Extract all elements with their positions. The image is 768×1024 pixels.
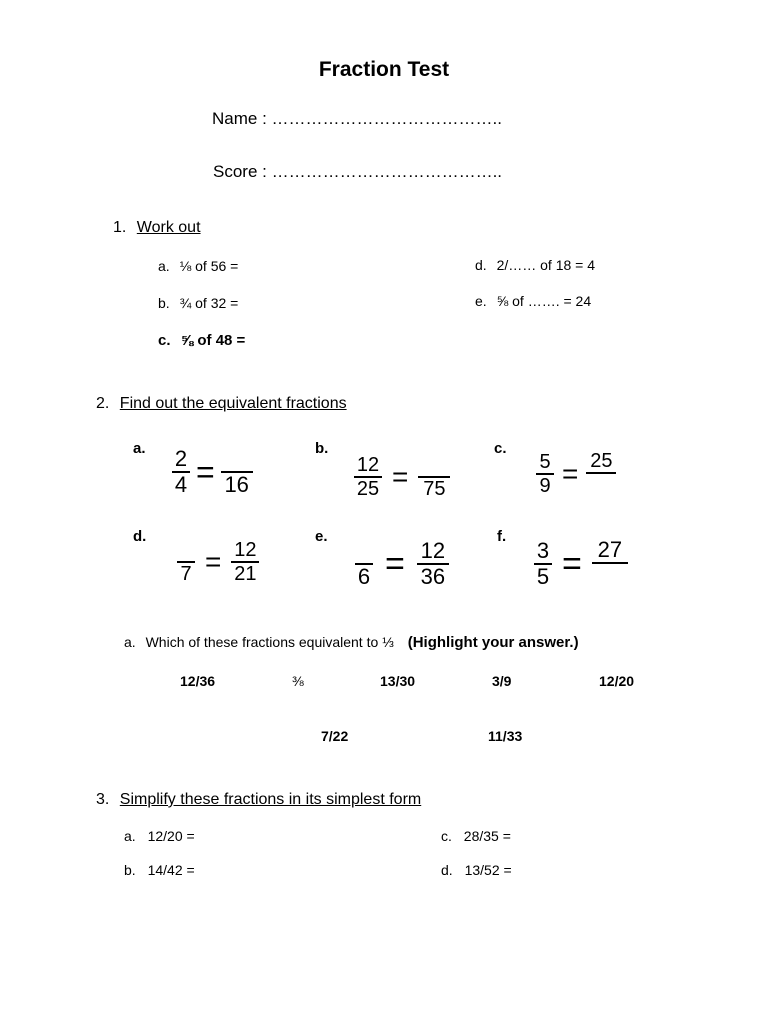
fraction-numerator-blank[interactable] [433, 455, 435, 476]
fraction-equation-d [177, 540, 259, 584]
item-label: b. [158, 295, 170, 311]
highlight-instruction: (Highlight your answer.) [407, 634, 579, 651]
question-title: Work out [136, 219, 201, 236]
equals-sign: = [196, 453, 215, 490]
item-text: ⅛ of 56 = [179, 258, 239, 274]
q3-item-a [124, 828, 195, 844]
equals-sign: = [385, 544, 405, 583]
item-text: ¾ of 32 = [179, 295, 239, 311]
question-title: Find out the equivalent fractions [119, 395, 347, 412]
answer-option[interactable]: 3/9 [492, 673, 512, 689]
item-text: 12/20 = [147, 828, 195, 844]
answer-option[interactable]: 11/33 [488, 728, 523, 744]
fraction-numerator: 12 [356, 454, 380, 476]
question-2-heading [96, 395, 347, 413]
fraction-numerator-blank[interactable] [236, 448, 238, 471]
item-text: 14/42 = [147, 862, 195, 878]
page-title: Fraction Test [318, 58, 450, 81]
q3-item-b [124, 862, 195, 878]
q1-item-c [158, 332, 245, 349]
fraction-equation-e [355, 540, 449, 588]
fraction-numerator: 2 [174, 446, 188, 471]
score-field[interactable]: Score : ………………………………….. [213, 162, 503, 181]
subquestion-text: Which of these fractions equivalent to ⅓ [145, 634, 394, 650]
question-title: Simplify these fractions in its simplest form [119, 791, 422, 808]
question-number: 2. [96, 395, 110, 412]
item-text: ⅝ of 48 = [180, 332, 246, 349]
q1-item-b [158, 295, 238, 311]
item-label: d. [441, 862, 453, 878]
fraction-label-b: b. [315, 440, 329, 457]
q1-item-e [475, 293, 591, 309]
fraction-numerator-blank[interactable] [363, 540, 365, 563]
item-label: a. [124, 634, 136, 650]
fraction-denominator: 16 [224, 472, 249, 497]
answer-option[interactable]: 12/36 [180, 673, 216, 689]
fraction-denominator: 6 [357, 564, 371, 589]
fraction-numerator: 3 [536, 538, 550, 563]
fraction-numerator: 5 [539, 451, 551, 473]
q3-item-d [441, 862, 512, 878]
equals-sign: = [205, 546, 222, 577]
fraction-label-a: a. [133, 440, 146, 457]
q2-subquestion [124, 634, 579, 651]
item-text: ⅝ of ……. = 24 [496, 293, 592, 309]
fraction-denominator: 9 [539, 475, 551, 497]
fraction-equation-a [172, 448, 253, 496]
fraction-denominator-blank[interactable] [609, 564, 611, 565]
answer-option[interactable]: 7/22 [321, 728, 349, 744]
equals-sign: = [392, 461, 409, 492]
fraction-denominator: 21 [234, 563, 257, 585]
fraction-numerator: 12 [234, 539, 257, 561]
question-1-heading [113, 219, 201, 237]
fraction-denominator: 25 [356, 478, 380, 500]
item-label: b. [124, 862, 136, 878]
q1-item-a [158, 258, 238, 274]
fraction-label-d: d. [133, 528, 147, 545]
equals-sign: = [562, 544, 582, 583]
answer-option[interactable]: ⅜ [292, 673, 304, 689]
item-text: 2/…… of 18 = 4 [496, 257, 596, 273]
fraction-equation-c [536, 452, 616, 496]
item-label: e. [475, 293, 487, 309]
item-text: 28/35 = [463, 828, 511, 844]
answer-option[interactable]: 12/20 [599, 673, 635, 689]
item-label: a. [158, 258, 170, 274]
fraction-numerator: 27 [597, 537, 623, 562]
fraction-denominator: 5 [536, 564, 550, 589]
question-number: 1. [113, 219, 127, 236]
question-3-heading [96, 791, 421, 809]
fraction-equation-f [534, 537, 628, 589]
fraction-denominator: 36 [420, 564, 446, 589]
fraction-equation-b [354, 455, 450, 499]
fraction-numerator-blank[interactable] [185, 540, 187, 561]
fraction-numerator: 25 [590, 450, 613, 472]
fraction-label-e: e. [315, 528, 328, 545]
equals-sign: = [562, 458, 579, 489]
name-field[interactable]: Name : ………………………………….. [212, 109, 502, 128]
fraction-denominator: 75 [423, 478, 446, 500]
item-label: a. [124, 828, 136, 844]
fraction-denominator-blank[interactable] [600, 474, 602, 475]
q1-item-d [475, 257, 595, 273]
item-label: c. [158, 332, 171, 349]
item-label: c. [441, 828, 452, 844]
fraction-numerator: 12 [420, 538, 446, 563]
question-number: 3. [96, 791, 110, 808]
fraction-denominator: 4 [174, 472, 188, 497]
item-text: 13/52 = [464, 862, 512, 878]
q3-item-c [441, 828, 511, 844]
fraction-denominator: 7 [180, 563, 192, 585]
item-label: d. [475, 257, 487, 273]
answer-option[interactable]: 13/30 [380, 673, 416, 689]
fraction-label-f: f. [497, 528, 507, 545]
fraction-label-c: c. [494, 440, 507, 457]
